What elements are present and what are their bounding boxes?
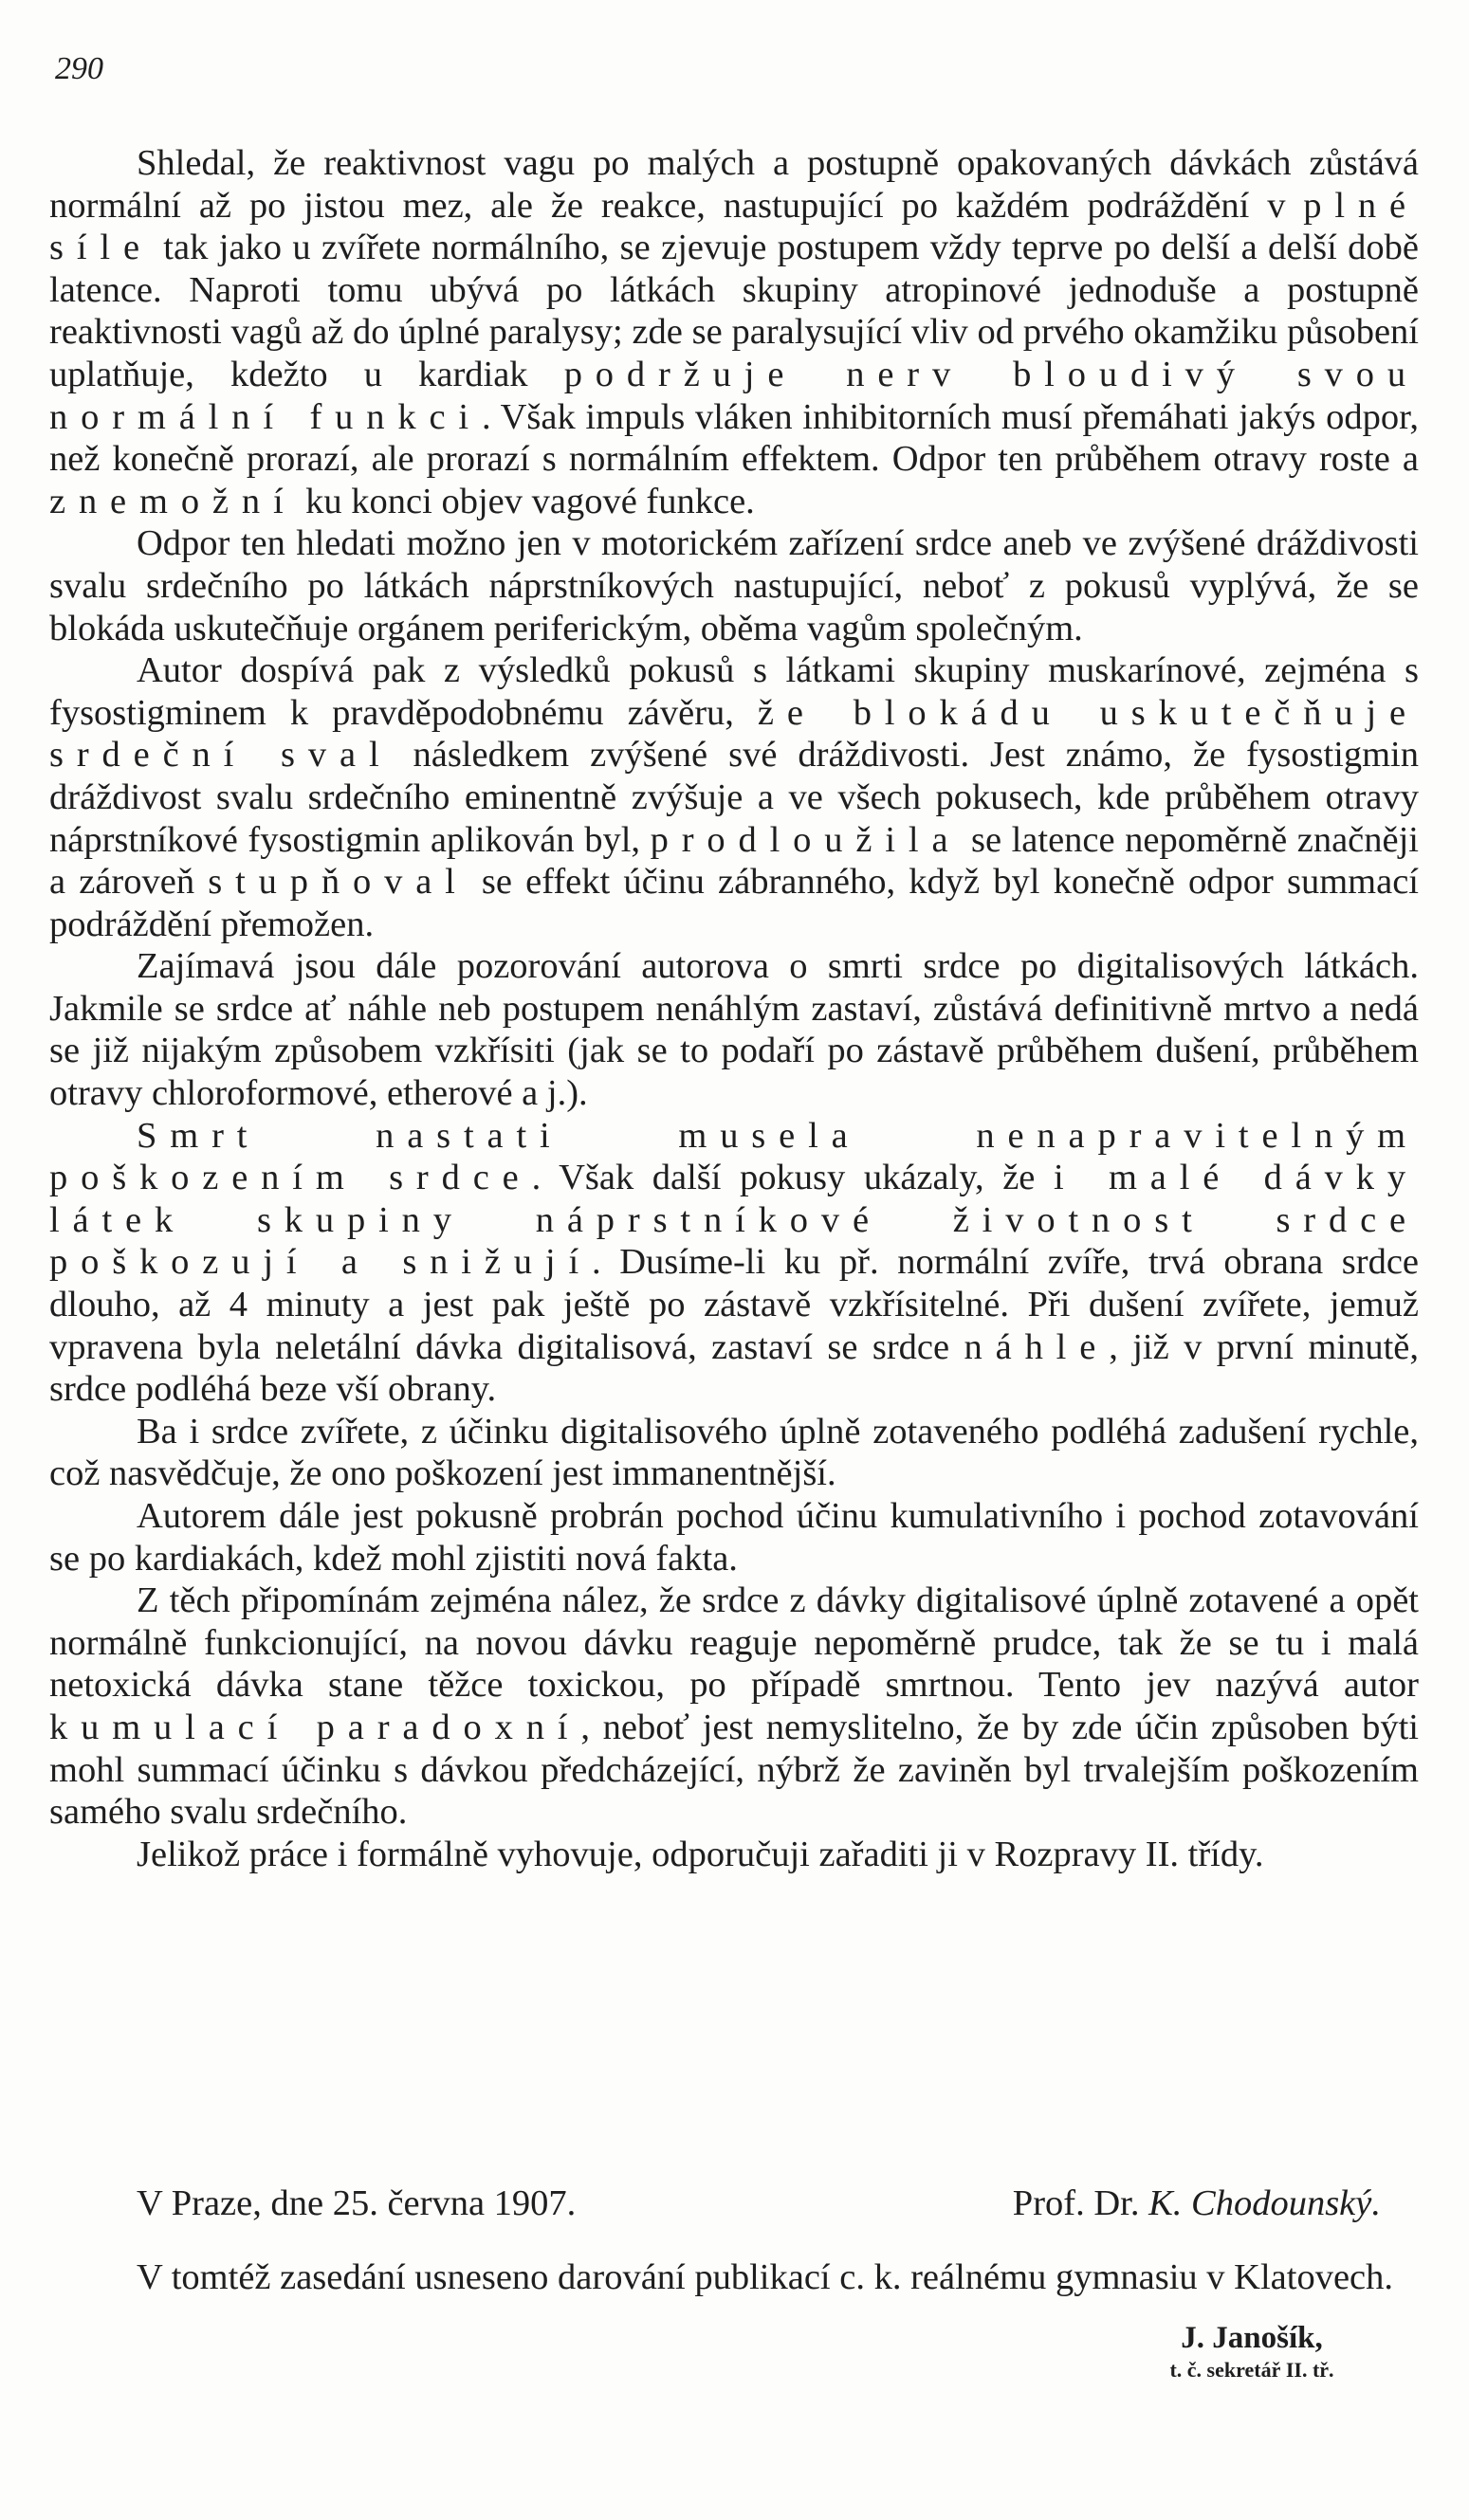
place-date: V Praze, dne 25. června 1907. [137,2183,577,2223]
text-run: . Dusíme-li ku př. normální zvíře, trvá obrana srdce dlouho, až 4 minuty a jest pak ještě po zástavě vzkřísitelné. Při dušení zvířete, jemuž vpravena byla neletální dávka digitalisová, zastaví se srdce [49,1242,1419,1367]
text-run: tak jako u zvířete normálního, se zjevuje postupem vždy teprve po delší a delší době latence. Naproti tomu ubývá po látkách skupiny atropinové jednoduše a postupně reaktivnosti vagů až do úplné paralysy; zde se paralysující vliv od prvého okamžiku působení uplatňuje, kdežto u kardiak [49,228,1419,394]
spaced-emphasis: plné síle [49,185,1419,268]
final-paragraph: V tomtéž zasedání usneseno darování publikací c. k. reálnému gymnasiu v Klatovech. [137,2257,1393,2297]
text-run: Ba i srdce zvířete, z účinku digitalisového úplně zotaveného podléhá zadušení rychle, což nasvědčuje, že ono poškození jest immanentnější. [49,1411,1419,1494]
secretary-role: t. č. sekretář II. tř. [1169,2358,1334,2382]
paragraph [49,945,1419,1114]
spaced-emphasis: že blokádu uskutečňuje srdeční sval [49,692,1419,776]
final-note [49,2256,1419,2299]
text-run: Zajímavá jsou dále pozorování autorova o smrti srdce po digitalisových látkách. Jakmile se srdce ať náhle neb postupem nenáhlým zastaví, zůstává definitivně mrtvo a nedá se již nijakým způsobem vzkřísiti (jak se to podaří po zástavě průběhem dušení, průběhem otravy chloroformové, etherové a j.). [49,946,1419,1114]
spaced-emphasis: náhle [964,1326,1110,1367]
text-run: se latence nepoměrně značněji a zároveň [49,819,1419,903]
page-number: 290 [55,51,103,86]
secretary-signature [1119,2319,1385,2383]
text-run: ku konci objev vagové funkce. [296,481,755,521]
spaced-emphasis: stupňoval [208,862,468,903]
signature-line [137,2182,1419,2224]
text-run: se effekt účinu zábranného, když byl konečně odpor summací podráždění přemožen. [49,862,1419,944]
text-run: , již v první minutě, srdce podléhá beze vší obrany. [49,1326,1419,1410]
spaced-emphasis: prodloužila [650,819,962,860]
body-text [49,142,1419,1875]
text-run: Autor dospívá pak z výsledků pokusů s látkami skupiny muskarínové, zejména s fysostigminem k pravděpodobnému závěru, [49,650,1419,733]
paragraph [49,522,1419,649]
secretary-name: J. Janošík, [1181,2321,1323,2355]
text-run: následkem zvýšené své dráždivosti. Jest známo, že fysostigmin dráždivost svalu srdečního eminentně zvýšuje a ve všech pokusech, kde průběhem otravy náprstníkové fysostigmin aplikován byl, [49,735,1419,860]
paragraph [49,1411,1419,1495]
text-run: Autorem dále jest pokusně probrán pochod účinu kumulativního i pochod zotavování se po kardiakách, kdež mohl zjistiti nová fakta. [49,1496,1419,1579]
spaced-emphasis: znemožní [49,481,297,521]
text-run: Jelikož práce i formálně vyhovuje, odporučuji zařaditi ji v Rozpravy II. třídy. [137,1834,1264,1874]
paragraph [49,142,1419,522]
paragraph [49,1115,1419,1411]
spaced-emphasis: kumulací paradoxní [49,1707,581,1747]
text-run: Odpor ten hledati možno jen v motorickém zařízení srdce aneb ve zvýšené dráždivosti svalu srdečního po látkách náprstníkových nastupující, neboť z pokusů vyplývá, že se blokáda uskutečňuje orgánem periferickým, oběma vagům společným. [49,523,1419,648]
spaced-emphasis: i malé dávky látek skupiny náprstníkové životnost srdce poškozují a snižují [49,1158,1420,1283]
paragraph [49,649,1419,945]
paragraph [49,1834,1419,1876]
text-run: Shledal, že reaktivnost vagu po malých a postupně opakovaných dávkách zůstává normální až po jistou mez, ale že reakce, nastupující po každém podráždění v [49,143,1419,226]
reviewer-title: Prof. Dr. [1012,2183,1149,2223]
text-run: , neboť jest nemyslitelno, že by zde účin způsoben býti mohl summací účinku s dávkou předcházející, nýbrž že zaviněn byl trvalejším poškozením samého svalu srdečního. [49,1707,1419,1833]
text-run: . Však další pokusy ukázaly, že [531,1158,1054,1198]
paragraph [49,1495,1419,1580]
paragraph [49,1580,1419,1834]
reviewer-name: K. Chodounský. [1148,2183,1381,2223]
text-run: . Však impuls vláken inhibitorních musí přemáhati jakýs odpor, než konečně prorazí, ale prorazí s normálním effektem. Odpor ten průběhem otravy roste a [49,396,1419,480]
text-run: Z těch připomínám zejména nález, že srdce z dávky digitalisové úplně zotavené a opět normálně funkcionující, na novou dávku reaguje nepoměrně prudce, tak že se tu i malá netoxická dávka stane těžce toxickou, po případě smrtnou. Tento jev nazývá autor [49,1580,1419,1706]
spaced-emphasis: podržuje nerv bloudivý svou normální funkci [49,354,1419,437]
reviewer-signature [1013,2182,1419,2224]
spaced-emphasis: Smrt nastati musela nenapravitelným poškozením srdce [49,1115,1419,1198]
